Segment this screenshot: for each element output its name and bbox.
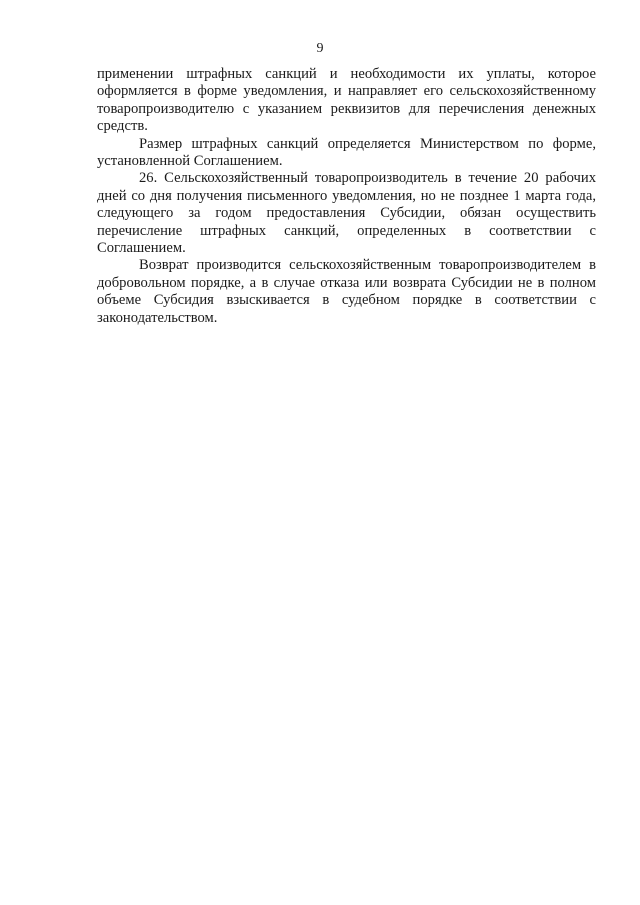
paragraph-refund: Возврат производится сельскохозяйственным товаропроизводителем в добровольном порядке, а в случае отказа или возврата Субсидии не в полном объеме Субсидия взыскивается в судебном порядке в соответствии с законодательством. [97, 257, 596, 326]
page-number: 9 [316, 41, 324, 56]
paragraph-clause-26: 26. Сельскохозяйственный товаропроизводитель в течение 20 рабочих дней со дня получения письменного уведомления, но не позднее 1 марта года, следующего за годом предоставления Субсидии, обязан осуществить перечисление штрафных санкций, определенных в соответствии с Соглашением. [97, 170, 596, 257]
paragraph-penalty-size: Размер штрафных санкций определяется Министерством по форме, установленной Соглашением. [97, 135, 596, 170]
paragraph-continuation: применении штрафных санкций и необходимости их уплаты, которое оформляется в форме уведомления, и направляет его сельскохозяйственному товаропроизводителю с указанием реквизитов для перечисления денежных средств. [97, 66, 596, 135]
document-body [97, 66, 596, 327]
